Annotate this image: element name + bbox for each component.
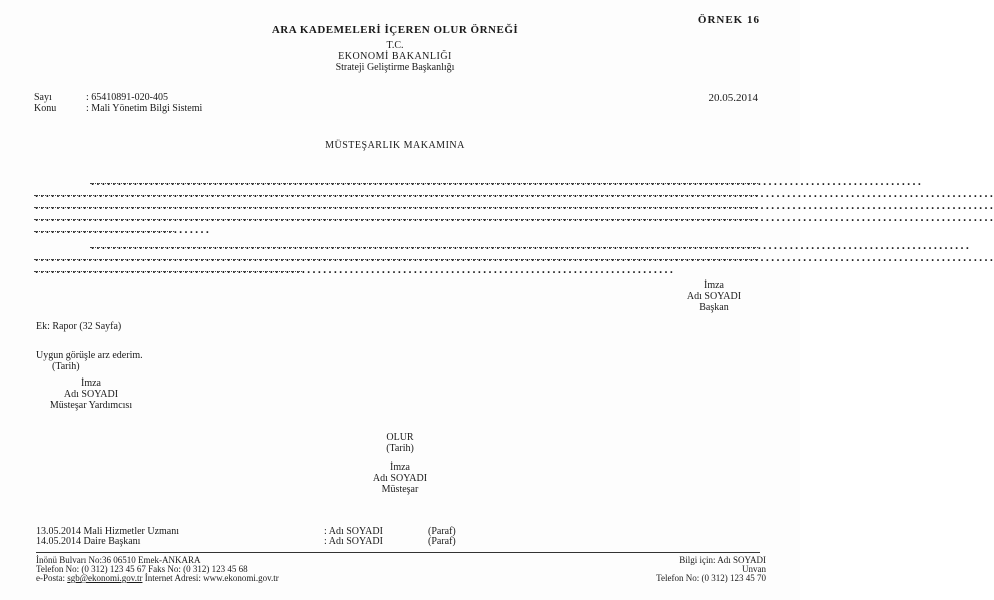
footer-divider [36,552,760,553]
footer-contact [36,574,279,583]
konu-value: : Mali Yönetim Bilgi Sistemi [86,103,203,114]
approval-name: Adı SOYADI [372,473,428,484]
footer-info-contact: Bilgi için: Adı SOYADI [679,555,766,565]
approval-olur: OLUR [386,432,414,443]
letterhead-country: T.C. [386,40,404,51]
footer-left [36,556,279,583]
body-line: ……………………………………………………………………………………………………………………………………………………………… [34,196,994,213]
sayi-value: : 65410891-020-405 [86,92,168,103]
letterhead-ministry: EKONOMİ BAKANLIĞI [338,51,452,62]
deputy-phrase: Uygun görüşle arz ederim. [36,350,143,361]
sender-title: Başkan [699,302,729,313]
document-title: ARA KADEMELERİ İÇEREN OLUR ÖRNEĞİ [271,24,519,36]
body-line: ……………………………………………………………………………………………………………………………………………………………… [34,248,994,265]
initial-role: 13.05.2014 Mali Hizmetler Uzmanı [36,526,180,537]
body-line: ……………………………………………………………………………………………………………………………………………………………… [34,184,994,201]
initial-row [36,536,456,547]
body-line: …………………………… [34,220,210,237]
approval-imza: İmza [390,462,410,473]
footer-right [656,556,766,583]
footer-email-label: e-Posta: [36,573,68,583]
initial-name: : Adı SOYADI [324,526,383,537]
deputy-title: Müsteşar Yardımcısı [49,400,133,411]
footer-web: İnternet Adresi: www.ekonomi.gov.tr [142,573,279,583]
letterhead-department: Strateji Geliştirme Başkanlığı [335,62,455,73]
konu-label: Konu [34,103,57,114]
approval-title: Müsteşar [381,484,419,495]
letter-date: 20.05.2014 [708,92,758,104]
approval-date: (Tarih) [386,443,414,454]
deputy-signature [36,378,146,411]
footer-address: İnönü Bulvarı No:36 06510 Emek-ANKARA [36,555,201,565]
sayi-label: Sayı [34,92,52,103]
attachment-note: Ek: Rapor (32 Sayfa) [36,321,122,332]
body-line: ………………………………………………………………………………………………………………………………………… [90,172,922,189]
deputy-name: Adı SOYADI [63,389,119,400]
body-line: ………………………………………………………………………………………………………………………………………………… [90,236,970,253]
initial-name: : Adı SOYADI [324,536,383,547]
addressee: MÜSTEŞARLIK MAKAMINA [325,140,465,151]
letter-body [34,172,994,277]
body-line: ……………………………………………………………………………………………………………………………………………………………… [34,208,994,225]
sender-name: Adı SOYADI [686,291,742,302]
footer-info-title: Unvan [742,564,766,574]
letterhead [0,40,790,73]
reference-sayi [34,92,168,103]
initial-role: 14.05.2014 Daire Başkanı [36,536,141,547]
initial-type: (Paraf) [428,526,456,537]
footer-info-phone: Telefon No: (0 312) 123 45 70 [656,573,766,583]
reference-konu [34,103,202,114]
deputy-date: (Tarih) [52,361,80,372]
approval-block [340,432,460,495]
body-line: ………………………………………………………………………………………………………… [34,260,674,277]
sender-imza: İmza [704,280,724,291]
footer-phone-fax: Telefon No: (0 312) 123 45 67 Faks No: (0 312) 123 45 68 [36,564,248,574]
sender-signature [664,280,764,313]
example-label: ÖRNEK 16 [697,14,760,26]
initial-type: (Paraf) [428,536,456,547]
deputy-imza: İmza [81,378,101,389]
footer-email-link[interactable]: sgb@ekonomi.gov.tr [67,573,143,583]
